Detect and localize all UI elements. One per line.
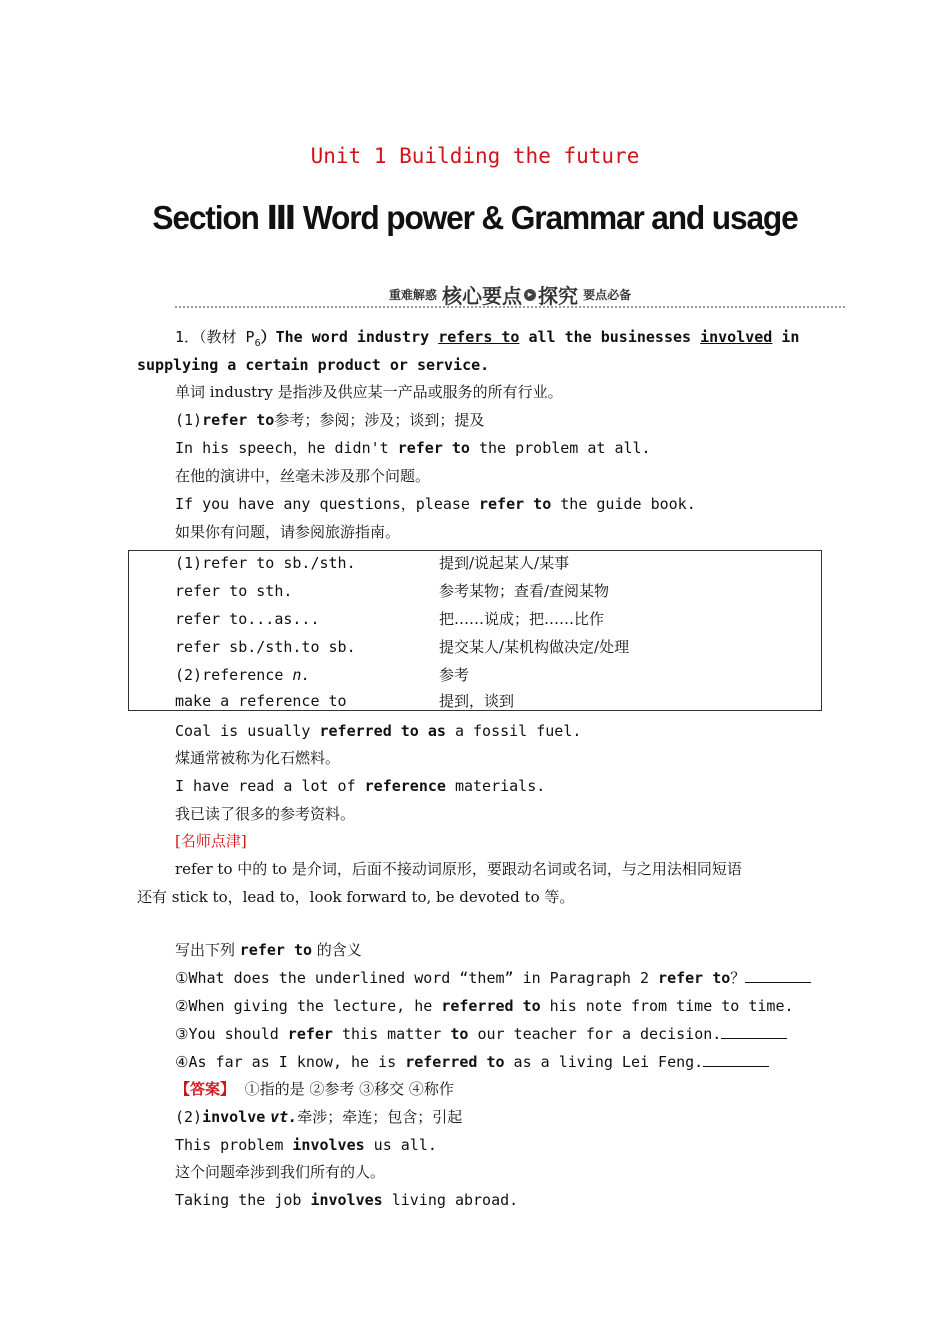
table-cell-cn: 提到，谈到 <box>439 692 515 710</box>
question-text: our teacher for a decision. <box>468 1025 722 1043</box>
exercise-question-4 <box>175 1052 769 1072</box>
example-keyword: refer to <box>397 439 470 457</box>
table-cell-cn: 提到/说起某人/某事 <box>439 554 570 572</box>
item-1-line <box>175 327 799 354</box>
involve-heading-word: involve <box>202 1108 266 1126</box>
involve-example-2 <box>175 1190 518 1210</box>
refer-example-3-cn: 煤通常被称为化石燃料。 <box>175 749 341 767</box>
refer-heading-meaning: 参考；参阅；涉及；谈到；提及 <box>274 411 485 429</box>
chevron-right-icon: ▸ <box>524 289 536 301</box>
answer-text: ①指的是 ②参考 ③移交 ④称作 <box>244 1080 454 1098</box>
involve-heading <box>175 1107 462 1127</box>
item-1-line-2: supplying a certain product or service. <box>137 356 490 374</box>
teacher-tip-line-2: 还有 stick to，lead to，look forward to, be devoted to 等。 <box>137 888 575 906</box>
example-text: Taking the job <box>175 1191 311 1209</box>
example-text: the guide book. <box>551 495 696 513</box>
item-1-text-b: all the businesses <box>519 328 701 346</box>
item-1-page-sub: 6 <box>254 338 261 349</box>
example-text: us all. <box>364 1136 437 1154</box>
question-text: his note from time to time. <box>540 997 794 1015</box>
answer-line <box>175 1079 454 1099</box>
example-text: Coal is usually <box>175 722 320 740</box>
exercise-question-1 <box>175 968 811 988</box>
question-text: ②When giving the lecture, he <box>175 997 442 1015</box>
example-keyword: involves <box>292 1136 365 1154</box>
table-cell-en: (1)refer to sb./sth. <box>175 554 356 572</box>
question-text: ？ <box>730 969 746 987</box>
unit-title: Unit 1 Building the future <box>310 144 640 168</box>
teacher-tip-line-1: refer to 中的 to 是介词，后面不接动词原形，要跟动名词或名词，与之用法相同短语 <box>175 860 742 878</box>
example-text: the problem at all. <box>469 439 651 457</box>
example-text: This problem <box>175 1136 293 1154</box>
involve-example-1 <box>175 1135 437 1155</box>
item-1-text-a: ）The word industry <box>260 328 439 346</box>
prompt-text: 的含义 <box>312 941 362 959</box>
table-cell-en <box>175 665 310 685</box>
banner-right-big: 探究 <box>538 284 578 308</box>
exercise-question-3 <box>175 1024 787 1044</box>
example-keyword: reference <box>364 777 446 795</box>
table-cell-cn: 参考某物；查看/查阅某物 <box>439 582 610 600</box>
table-cell-en: refer to sth. <box>175 582 293 600</box>
answer-label: 【答案】 <box>175 1080 236 1098</box>
question-keyword: referred to <box>405 1053 505 1071</box>
item-1-translation: 单词 industry 是指涉及供应某一产品或服务的所有行业。 <box>175 383 563 401</box>
table-cell-en: refer sb./sth.to sb. <box>175 638 356 656</box>
refer-example-1 <box>175 438 651 458</box>
refer-example-4-cn: 我已读了很多的参考资料。 <box>175 805 356 823</box>
example-keyword: refer to <box>479 495 552 513</box>
exercise-prompt <box>175 940 362 960</box>
question-keyword: to <box>450 1025 469 1043</box>
underlined-involved: involved <box>700 328 773 346</box>
teacher-tip-label: [名师点津] <box>175 832 247 850</box>
question-text: ③You should <box>175 1025 288 1043</box>
answer-blank[interactable] <box>745 968 811 983</box>
answer-blank[interactable] <box>703 1052 769 1067</box>
refer-example-2-cn: 如果你有问题，请参阅旅游指南。 <box>175 523 401 541</box>
question-text: this matter <box>332 1025 451 1043</box>
refer-example-1-cn: 在他的演讲中，丝毫未涉及那个问题。 <box>175 467 431 485</box>
table-cell-en: make a reference to <box>175 692 347 710</box>
refer-heading-word: refer to <box>202 411 275 429</box>
table-cell-en: refer to...as... <box>175 610 320 628</box>
table-cell-cn: 提交某人/某机构做决定/处理 <box>439 638 630 656</box>
refer-heading-num: (1) <box>175 411 203 429</box>
refer-example-4 <box>175 776 545 796</box>
item-1-number: 1．（教材 P <box>175 328 255 346</box>
question-keyword: refer <box>287 1025 333 1043</box>
involve-pos: vt. <box>270 1108 298 1126</box>
table-cell-en-text: (2)reference <box>175 666 293 684</box>
question-text: as a living Lei Feng. <box>504 1053 704 1071</box>
involve-example-1-cn: 这个问题牵涉到我们所有的人。 <box>175 1163 386 1181</box>
question-keyword: referred to <box>441 997 541 1015</box>
example-text: a fossil fuel. <box>445 722 582 740</box>
prompt-keyword: refer to <box>239 941 313 959</box>
question-text: ④As far as I know, he is <box>175 1053 406 1071</box>
example-text: materials. <box>445 777 546 795</box>
section-title: Section Ⅲ Word power & Grammar and usage <box>152 199 798 236</box>
exercise-question-2 <box>175 996 794 1016</box>
banner-right-small: 要点必备 <box>583 288 632 302</box>
question-text: ①What does the underlined word “them” in Paragraph 2 <box>175 969 659 987</box>
phrase-table <box>128 550 822 711</box>
banner-left-small: 重难解惑 <box>388 288 437 302</box>
underlined-refers-to: refers to <box>438 328 520 346</box>
table-cell-pos: n. <box>292 666 311 684</box>
table-cell-cn: 参考 <box>439 666 470 684</box>
example-text: If you have any questions，please <box>175 495 479 513</box>
example-keyword: referred to as <box>319 722 446 740</box>
refer-to-heading <box>175 410 484 430</box>
involve-meaning: 牵涉；牵连；包含；引起 <box>297 1108 463 1126</box>
example-text: In his speech，he didn't <box>175 439 398 457</box>
section-banner <box>175 280 845 310</box>
involve-heading-num: (2) <box>175 1108 203 1126</box>
example-keyword: involves <box>310 1191 383 1209</box>
table-cell-cn: 把……说成；把……比作 <box>439 610 605 628</box>
question-keyword: refer to <box>658 969 731 987</box>
answer-blank[interactable] <box>721 1024 787 1039</box>
example-text: living abroad. <box>382 1191 519 1209</box>
prompt-text: 写出下列 <box>175 941 240 959</box>
item-1-text-c: in <box>772 328 800 346</box>
refer-example-3 <box>175 721 581 741</box>
refer-example-2 <box>175 494 696 514</box>
banner-left-big: 核心要点 <box>442 284 522 308</box>
example-text: I have read a lot of <box>175 777 365 795</box>
